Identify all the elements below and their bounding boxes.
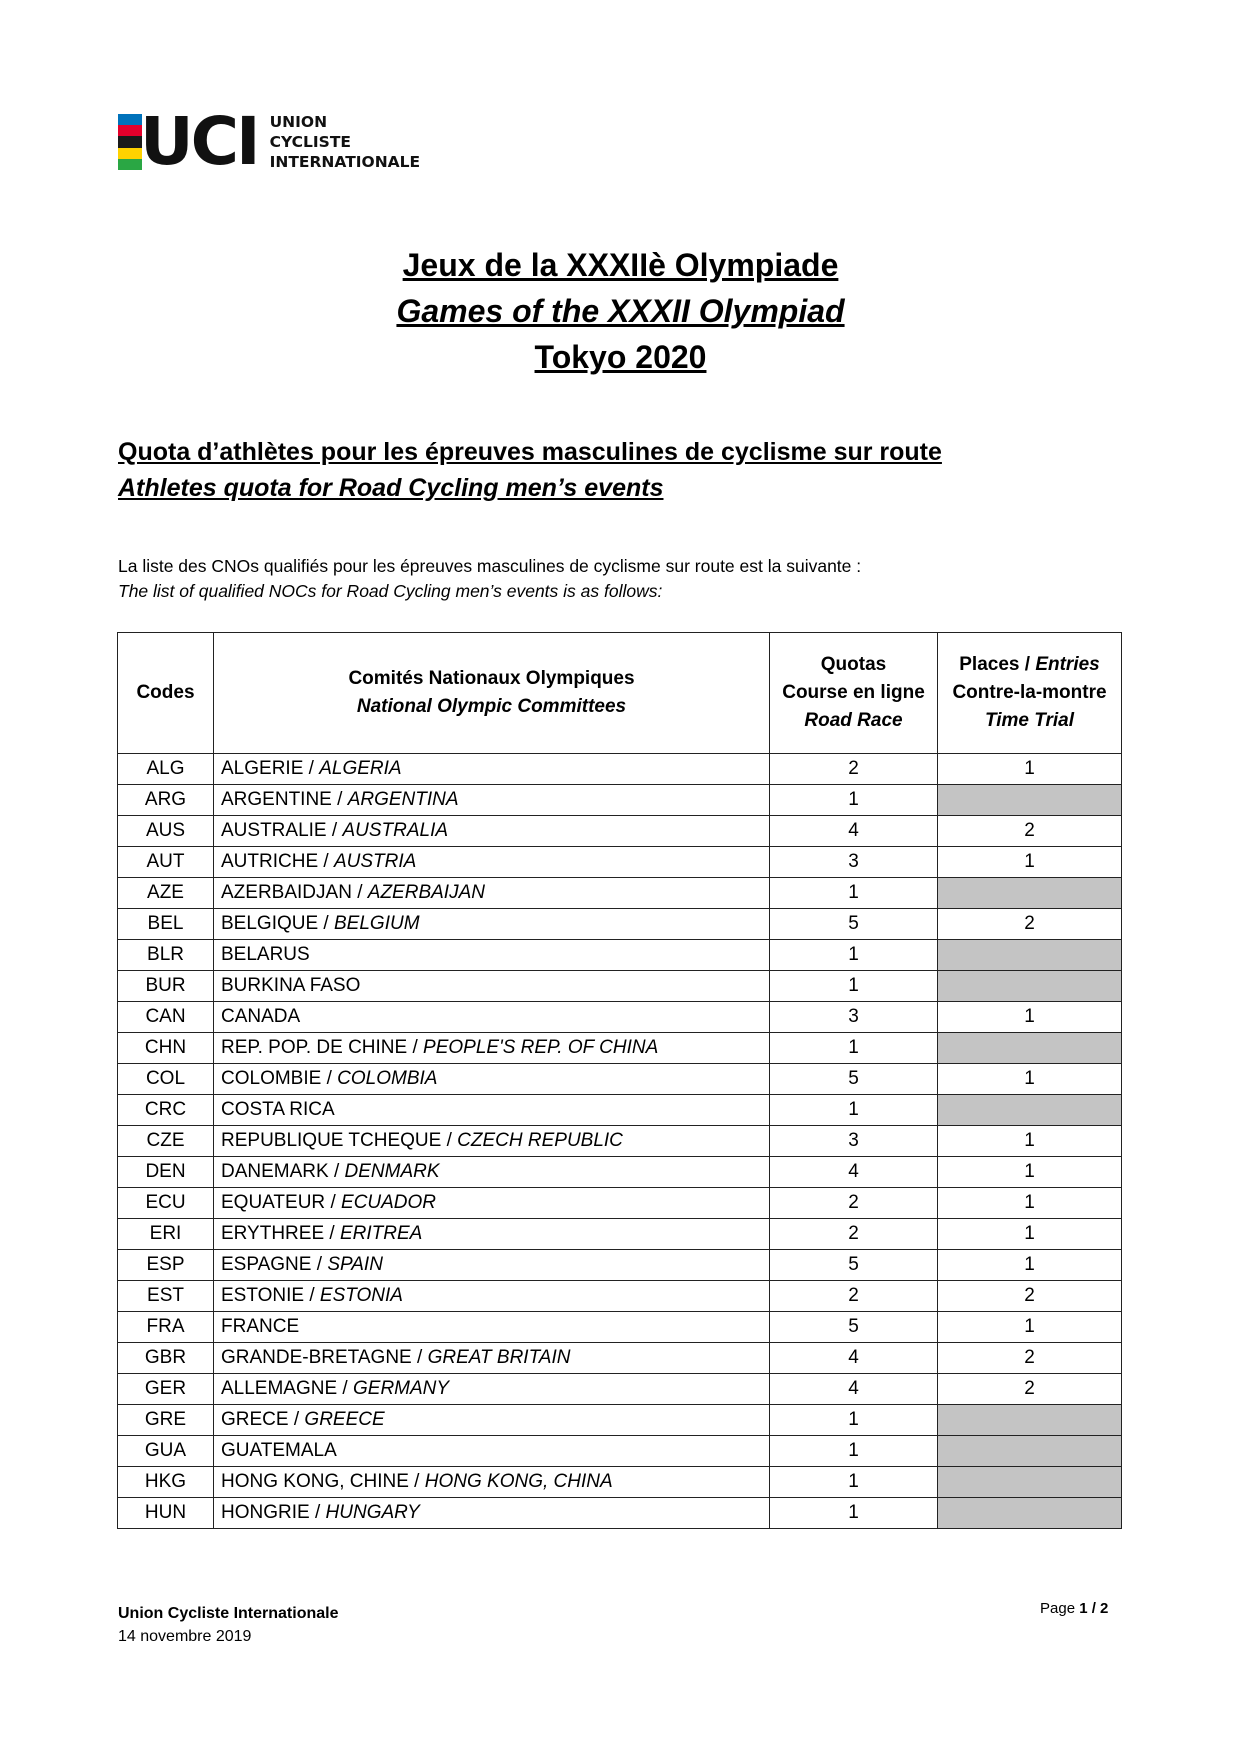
noc-name-en: ESTONIA (319, 1285, 403, 1306)
cell-road-race: 1 (770, 878, 938, 909)
cell-road-race: 1 (770, 940, 938, 971)
cell-noc (214, 1281, 770, 1312)
noc-separator: / (407, 1037, 424, 1058)
cell-time-trial: 1 (938, 1188, 1122, 1219)
noc-name-fr: CANADA (221, 1006, 301, 1027)
noc-name-fr: REPUBLIQUE TCHEQUE (221, 1130, 442, 1151)
stripe-red (118, 125, 142, 136)
table-row (118, 1188, 1122, 1219)
noc-separator: / (324, 1223, 340, 1244)
cell-time-trial: 2 (938, 1281, 1122, 1312)
cell-road-race: 3 (770, 1002, 938, 1033)
cell-time-trial: 1 (938, 1002, 1122, 1033)
cell-code: BLR (118, 940, 214, 971)
table-row (118, 1250, 1122, 1281)
cell-time-trial (938, 1095, 1122, 1126)
cell-time-trial: 2 (938, 1343, 1122, 1374)
cell-code: AUS (118, 816, 214, 847)
noc-name-fr: BELGIQUE (221, 913, 319, 934)
logo-line-1: UNION (269, 113, 328, 131)
noc-name-fr: HONG KONG, CHINE (221, 1471, 409, 1492)
cell-noc (214, 1405, 770, 1436)
cell-road-race: 5 (770, 1250, 938, 1281)
noc-name-fr: AUTRICHE (221, 851, 319, 872)
cell-code: ARG (118, 785, 214, 816)
noc-name-fr: EQUATEUR (221, 1192, 326, 1213)
cell-road-race: 5 (770, 1064, 938, 1095)
noc-name-fr: GRECE (221, 1409, 289, 1430)
noc-separator: / (318, 913, 334, 934)
noc-name-fr: HONGRIE (221, 1502, 310, 1523)
cell-time-trial: 1 (938, 754, 1122, 785)
intro-fr: La liste des CNOs qualifiés pour les épreuves masculines de cyclisme sur route est la suivante : (118, 556, 862, 576)
cell-noc (214, 1219, 770, 1250)
table-row (118, 1467, 1122, 1498)
intro-text (118, 554, 861, 604)
noc-separator: / (304, 1285, 320, 1306)
noc-name-fr: GUATEMALA (221, 1440, 337, 1461)
noc-separator: / (288, 1409, 305, 1430)
cell-noc (214, 1467, 770, 1498)
cell-code: BEL (118, 909, 214, 940)
logo-line-2: CYCLISTE (269, 133, 351, 151)
title-city: Tokyo 2020 (534, 339, 707, 375)
noc-name-en: BELGIUM (334, 913, 420, 934)
header-tt-line2: Contre-la-montre (952, 682, 1107, 703)
cell-code: AZE (118, 878, 214, 909)
header-noc-en: National Olympic Committees (356, 696, 627, 717)
table-row (118, 909, 1122, 940)
header-codes: Codes (118, 633, 214, 754)
cell-code: GBR (118, 1343, 214, 1374)
header-noc-fr: Comités Nationaux Olympiques (348, 668, 635, 689)
subtitle-en: Athletes quota for Road Cycling men’s events (118, 474, 664, 502)
table-row (118, 1281, 1122, 1312)
page-number (1040, 1600, 1108, 1617)
cell-time-trial: 1 (938, 1312, 1122, 1343)
cell-noc (214, 1250, 770, 1281)
cell-time-trial (938, 785, 1122, 816)
cell-road-race: 1 (770, 1095, 938, 1126)
cell-time-trial (938, 878, 1122, 909)
noc-name-fr: COLOMBIE (221, 1068, 322, 1089)
intro-en: The list of qualified NOCs for Road Cycling men’s events is as follows: (118, 581, 663, 601)
table-header-row (118, 633, 1122, 754)
cell-noc (214, 1095, 770, 1126)
table-row (118, 1002, 1122, 1033)
cell-noc (214, 878, 770, 909)
noc-name-fr: FRANCE (221, 1316, 300, 1337)
noc-name-en: ECUADOR (341, 1192, 437, 1213)
cell-noc (214, 754, 770, 785)
cell-noc (214, 816, 770, 847)
noc-separator: / (309, 1502, 326, 1523)
cell-noc (214, 847, 770, 878)
cell-noc (214, 1374, 770, 1405)
cell-time-trial: 1 (938, 1126, 1122, 1157)
subtitle-fr: Quota d’athlètes pour les épreuves masculines de cyclisme sur route (118, 438, 942, 466)
cell-road-race: 1 (770, 971, 938, 1002)
cell-noc (214, 1343, 770, 1374)
cell-noc (214, 1126, 770, 1157)
noc-separator: / (441, 1130, 458, 1151)
cell-noc (214, 1436, 770, 1467)
noc-name-en: AZERBAIJAN (367, 882, 485, 903)
noc-separator: / (311, 1254, 328, 1275)
cell-noc (214, 1188, 770, 1219)
stripe-green (118, 159, 142, 170)
header-rr-line1: Quotas (820, 654, 887, 675)
cell-noc (214, 971, 770, 1002)
noc-name-fr: ESTONIE (221, 1285, 305, 1306)
logo-line-3: INTERNATIONALE (269, 153, 421, 171)
header-tt-line1 (938, 651, 1121, 679)
cell-noc (214, 1498, 770, 1529)
noc-name-en: DENMARK (344, 1161, 440, 1182)
cell-road-race: 3 (770, 847, 938, 878)
noc-separator: / (303, 758, 320, 779)
table-row (118, 878, 1122, 909)
cell-code: COL (118, 1064, 214, 1095)
cell-road-race: 2 (770, 754, 938, 785)
noc-name-en: GREECE (304, 1409, 385, 1430)
header-road-race (770, 633, 938, 754)
noc-name-en: PEOPLE'S REP. OF CHINA (423, 1037, 659, 1058)
footer-org: Union Cycliste Internationale (118, 1605, 339, 1622)
cell-time-trial: 2 (938, 1374, 1122, 1405)
cell-noc (214, 909, 770, 940)
cell-time-trial (938, 1467, 1122, 1498)
noc-name-fr: BURKINA FASO (221, 975, 361, 996)
cell-time-trial (938, 1498, 1122, 1529)
cell-noc (214, 785, 770, 816)
header-noc (214, 633, 770, 754)
noc-separator: / (408, 1471, 425, 1492)
footer-date: 14 novembre 2019 (118, 1628, 252, 1645)
noc-name-fr: REP. POP. DE CHINE (221, 1037, 408, 1058)
cell-road-race: 4 (770, 1343, 938, 1374)
table-row (118, 816, 1122, 847)
cell-time-trial: 1 (938, 1219, 1122, 1250)
document-subtitle (118, 434, 942, 506)
title-fr: Jeux de la XXXIIè Olympiade (402, 247, 839, 283)
page-word: Page (1040, 1600, 1080, 1617)
cell-time-trial: 1 (938, 847, 1122, 878)
noc-name-en: GERMANY (353, 1378, 450, 1399)
noc-name-fr: ARGENTINE (221, 789, 332, 810)
noc-name-fr: ALGERIE (221, 758, 304, 779)
table-row (118, 1126, 1122, 1157)
noc-name-fr: AUSTRALIE (221, 820, 327, 841)
table-row (118, 940, 1122, 971)
cell-code: GER (118, 1374, 214, 1405)
table-row (118, 1033, 1122, 1064)
page-num: 1 / 2 (1079, 1600, 1109, 1617)
noc-separator: / (326, 820, 343, 841)
cell-code: CZE (118, 1126, 214, 1157)
table-row (118, 1405, 1122, 1436)
cell-road-race: 1 (770, 1467, 938, 1498)
cell-code: CAN (118, 1002, 214, 1033)
cell-code: AUT (118, 847, 214, 878)
noc-separator: / (411, 1347, 428, 1368)
cell-code: GUA (118, 1436, 214, 1467)
table-row (118, 971, 1122, 1002)
header-time-trial (938, 633, 1122, 754)
cell-noc (214, 940, 770, 971)
cell-road-race: 5 (770, 909, 938, 940)
table-row (118, 1436, 1122, 1467)
table-row (118, 1219, 1122, 1250)
noc-name-en: ARGENTINA (347, 789, 459, 810)
table-row (118, 785, 1122, 816)
noc-name-fr: AZERBAIDJAN (221, 882, 352, 903)
noc-separator: / (318, 851, 334, 872)
cell-time-trial: 2 (938, 909, 1122, 940)
noc-name-en: SPAIN (327, 1254, 383, 1275)
noc-name-en: AUSTRALIA (342, 820, 449, 841)
table-body (118, 754, 1122, 1529)
cell-time-trial (938, 940, 1122, 971)
header-tt-line3: Time Trial (984, 710, 1075, 731)
cell-road-race: 1 (770, 785, 938, 816)
quota-table (117, 632, 1122, 1529)
stripe-black (118, 136, 142, 147)
table-row (118, 1498, 1122, 1529)
stripe-yellow (118, 148, 142, 159)
cell-road-race: 1 (770, 1436, 938, 1467)
table-row (118, 1374, 1122, 1405)
cell-code: DEN (118, 1157, 214, 1188)
noc-name-en: HUNGARY (325, 1502, 420, 1523)
cell-code: CHN (118, 1033, 214, 1064)
table-row (118, 754, 1122, 785)
cell-noc (214, 1033, 770, 1064)
noc-separator: / (325, 1192, 342, 1213)
noc-name-fr: ERYTHREE (221, 1223, 325, 1244)
table-row (118, 1343, 1122, 1374)
cell-road-race: 5 (770, 1312, 938, 1343)
uci-logo (118, 103, 421, 180)
noc-name-fr: COSTA RICA (221, 1099, 335, 1120)
cell-code: EST (118, 1281, 214, 1312)
noc-name-en: ERITREA (339, 1223, 423, 1244)
cell-code: HUN (118, 1498, 214, 1529)
cell-noc (214, 1002, 770, 1033)
noc-name-en: CZECH REPUBLIC (457, 1130, 623, 1151)
cell-code: BUR (118, 971, 214, 1002)
noc-separator: / (321, 1068, 338, 1089)
document-title (0, 242, 1241, 380)
cell-code: ERI (118, 1219, 214, 1250)
title-en: Games of the XXXII Olympiad (396, 293, 845, 329)
cell-time-trial: 2 (938, 816, 1122, 847)
logo-mark: UCI (140, 103, 258, 180)
header-tt-line1-fr: Places / (959, 654, 1036, 675)
header-rr-line3: Road Race (804, 710, 903, 731)
cell-time-trial (938, 971, 1122, 1002)
header-tt-line1-en: Entries (1035, 654, 1100, 675)
cell-road-race: 4 (770, 1157, 938, 1188)
stripe-blue (118, 114, 142, 125)
cell-road-race: 2 (770, 1188, 938, 1219)
rainbow-stripes-icon (118, 114, 142, 170)
noc-name-en: GREAT BRITAIN (427, 1347, 571, 1368)
noc-separator: / (351, 882, 368, 903)
cell-time-trial (938, 1436, 1122, 1467)
noc-name-fr: GRANDE-BRETAGNE (221, 1347, 412, 1368)
cell-code: ECU (118, 1188, 214, 1219)
noc-name-fr: ALLEMAGNE (221, 1378, 338, 1399)
noc-name-en: AUSTRIA (333, 851, 417, 872)
cell-road-race: 3 (770, 1126, 938, 1157)
cell-road-race: 2 (770, 1219, 938, 1250)
noc-name-en: COLOMBIA (337, 1068, 438, 1089)
cell-noc (214, 1157, 770, 1188)
cell-code: FRA (118, 1312, 214, 1343)
footer-left (118, 1602, 338, 1648)
table-row (118, 1312, 1122, 1343)
noc-name-fr: BELARUS (221, 944, 310, 965)
cell-code: CRC (118, 1095, 214, 1126)
cell-time-trial: 1 (938, 1250, 1122, 1281)
cell-code: ESP (118, 1250, 214, 1281)
noc-separator: / (331, 789, 348, 810)
cell-code: HKG (118, 1467, 214, 1498)
cell-road-race: 1 (770, 1033, 938, 1064)
table-row (118, 847, 1122, 878)
noc-name-fr: ESPAGNE (221, 1254, 312, 1275)
cell-noc (214, 1064, 770, 1095)
cell-time-trial: 1 (938, 1064, 1122, 1095)
logo-wordmark (270, 112, 421, 172)
noc-separator: / (337, 1378, 353, 1399)
cell-code: GRE (118, 1405, 214, 1436)
cell-time-trial (938, 1033, 1122, 1064)
noc-name-fr: DANEMARK (221, 1161, 329, 1182)
cell-road-race: 4 (770, 1374, 938, 1405)
noc-name-en: HONG KONG, CHINA (424, 1471, 613, 1492)
cell-road-race: 4 (770, 816, 938, 847)
cell-time-trial (938, 1405, 1122, 1436)
table-row (118, 1157, 1122, 1188)
cell-noc (214, 1312, 770, 1343)
cell-road-race: 2 (770, 1281, 938, 1312)
cell-code: ALG (118, 754, 214, 785)
header-rr-line2: Course en ligne (782, 682, 925, 703)
table-row (118, 1095, 1122, 1126)
table-row (118, 1064, 1122, 1095)
cell-time-trial: 1 (938, 1157, 1122, 1188)
cell-road-race: 1 (770, 1498, 938, 1529)
cell-road-race: 1 (770, 1405, 938, 1436)
noc-name-en: ALGERIA (319, 758, 402, 779)
noc-separator: / (328, 1161, 345, 1182)
